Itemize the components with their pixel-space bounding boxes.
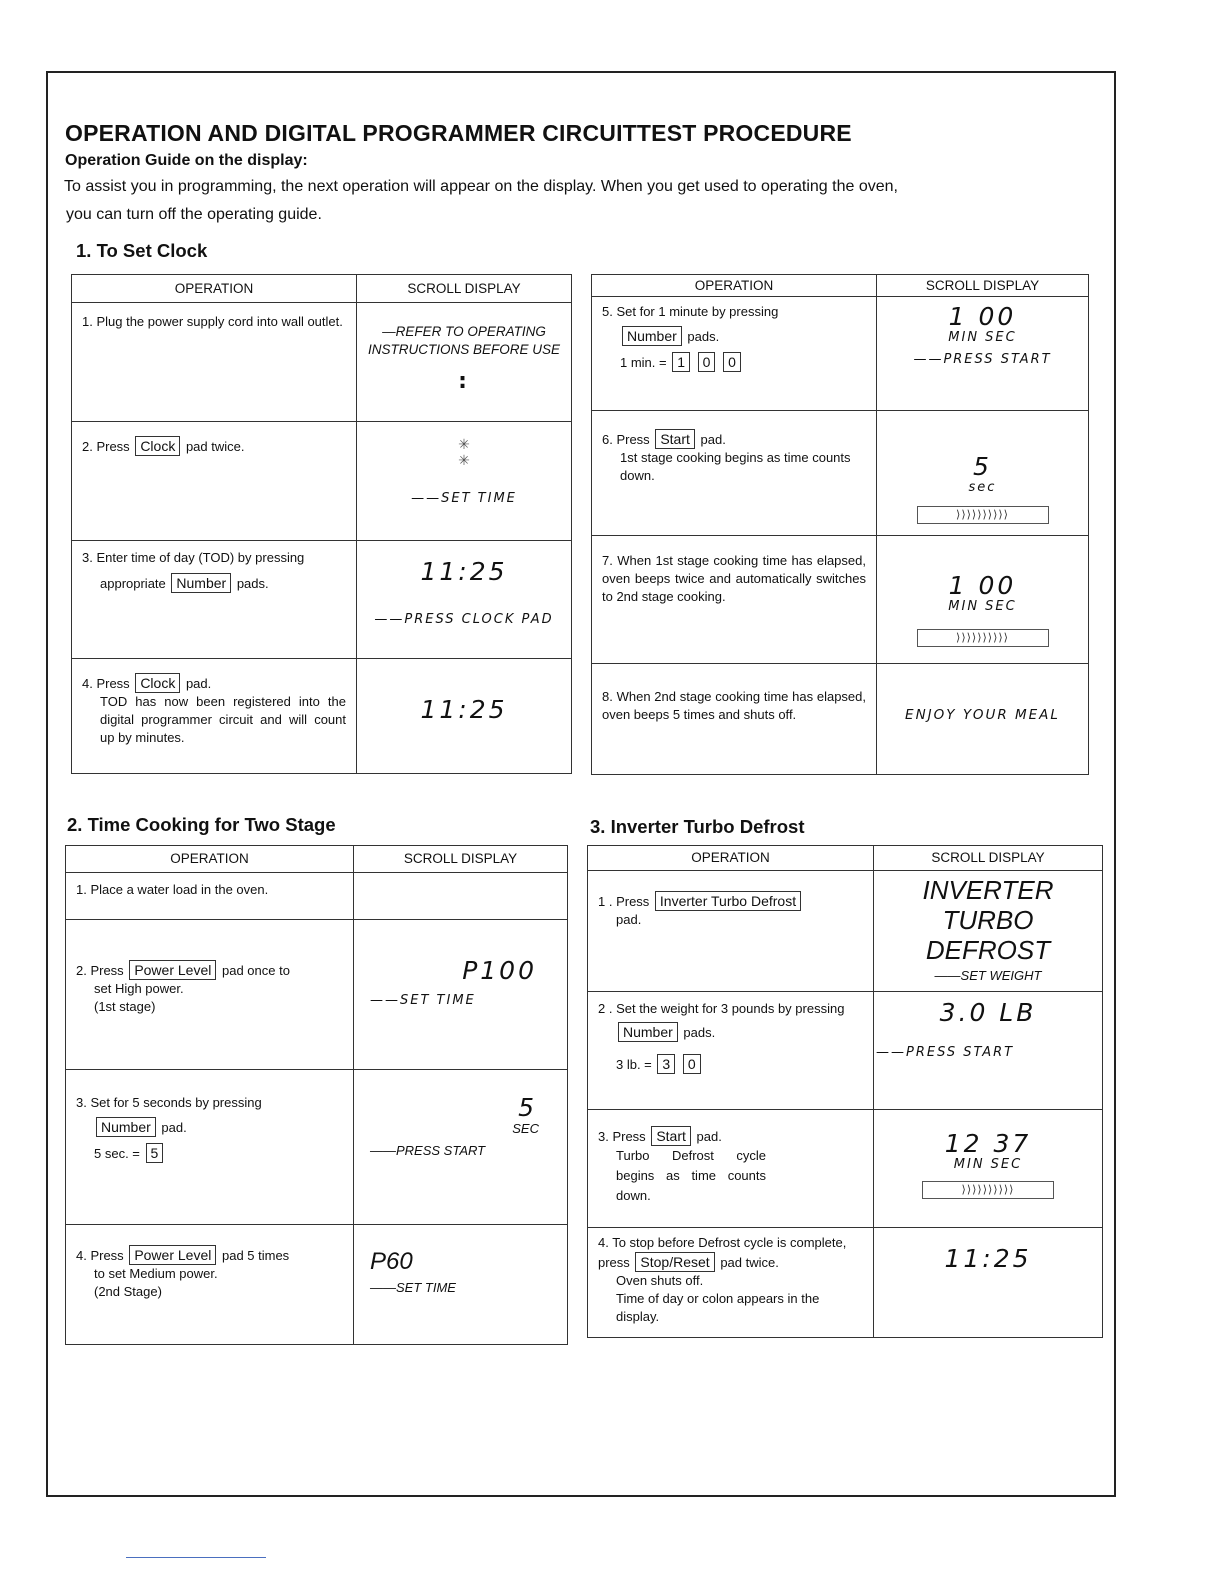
- step-text: pads.: [687, 329, 720, 344]
- header-operation: OPERATION: [592, 275, 877, 297]
- display-time: 11:25: [420, 695, 508, 724]
- footer-rule: [126, 1557, 266, 1558]
- display-line: ENJOY YOUR MEAL: [905, 707, 1060, 723]
- number-key: Number: [96, 1117, 156, 1137]
- header-operation: OPERATION: [588, 846, 874, 871]
- table-row: [592, 297, 1089, 411]
- step-text: pad.: [161, 1120, 187, 1135]
- step-text: 4. Press: [82, 676, 130, 691]
- intro-line-2: you can turn off the operating guide.: [66, 206, 322, 223]
- step-text: 1st stage cooking begins as time counts down.: [620, 450, 851, 483]
- table-row: [588, 1228, 1103, 1338]
- stop-reset-key: Stop/Reset: [635, 1252, 714, 1272]
- section-1-title: 1. To Set Clock: [76, 240, 208, 261]
- display-line: ——PRESS CLOCK PAD: [374, 612, 554, 627]
- section-2-title: 2. Time Cooking for Two Stage: [67, 814, 336, 835]
- start-key: Start: [655, 429, 695, 449]
- start-key: Start: [651, 1126, 691, 1146]
- table-row: [588, 992, 1103, 1110]
- set-clock-table-left: [71, 274, 572, 774]
- display-time: 1 00: [948, 571, 1017, 600]
- header-scroll-display: SCROLL DISPLAY: [357, 275, 572, 303]
- digit-key: 3: [657, 1054, 675, 1074]
- header-scroll-display: SCROLL DISPLAY: [877, 275, 1089, 297]
- table-row: [66, 873, 568, 920]
- step-text: 1. Place a water load in the oven.: [76, 882, 269, 897]
- step-text: Oven shuts off.: [616, 1273, 704, 1288]
- step-text: (1st stage): [94, 999, 156, 1014]
- step-text: pad.: [700, 432, 726, 447]
- display-line: DEFROST: [925, 935, 1051, 965]
- display-line: INVERTER TURBO: [922, 875, 1054, 935]
- display-line: ——SET TIME: [411, 491, 517, 506]
- display-power: P100: [462, 956, 537, 985]
- step-text: pad twice.: [185, 439, 245, 454]
- step-text: 7. When 1st stage cooking time has elapsed, oven beeps twice and automatically switches to 2nd stage cooking.: [602, 553, 866, 604]
- display-line: —REFER TO OPERATING: [382, 324, 546, 339]
- table-row: [66, 1225, 568, 1345]
- step-text: 3 lb. =: [616, 1057, 652, 1072]
- table-row: [592, 664, 1089, 775]
- step-text: 5 sec. =: [94, 1146, 140, 1161]
- page-title: OPERATION AND DIGITAL PROGRAMMER CIRCUITTEST PROCEDURE: [65, 120, 852, 146]
- display-seconds: 5: [973, 452, 992, 481]
- display-line: ——SET TIME: [370, 993, 476, 1008]
- digit-key: 0: [698, 352, 716, 372]
- progress-bar: ⟩⟩⟩⟩⟩⟩⟩⟩⟩⟩: [917, 629, 1049, 647]
- number-key: Number: [171, 573, 231, 593]
- display-line: ——SET TIME: [370, 1280, 456, 1295]
- display-time: 11:25: [944, 1244, 1032, 1273]
- display-line: ——PRESS START: [370, 1143, 486, 1158]
- display-time: 11:25: [420, 557, 508, 586]
- turbo-defrost-table: [587, 845, 1103, 1338]
- step-text: 4. Press: [76, 1248, 124, 1263]
- step-text: pad 5 times: [221, 1248, 290, 1263]
- clock-key: Clock: [135, 436, 180, 456]
- display-seconds: 5: [518, 1093, 537, 1122]
- display-line: ——SET WEIGHT: [934, 968, 1042, 983]
- table-row: [66, 1070, 568, 1225]
- set-clock-table-right: [591, 274, 1089, 775]
- number-key: Number: [618, 1022, 678, 1042]
- step-text: pad twice.: [720, 1255, 779, 1270]
- step-text: pad.: [185, 676, 212, 691]
- step-text: 2. Press: [82, 439, 130, 454]
- header-scroll-display: SCROLL DISPLAY: [354, 846, 568, 873]
- digit-key: 5: [146, 1143, 164, 1163]
- display-colon: :: [458, 369, 470, 394]
- table-row: [72, 659, 572, 774]
- step-text: 6. Press: [602, 432, 650, 447]
- step-text: 1 min. =: [620, 355, 667, 370]
- step-text: Time of day or colon appears in the display.: [616, 1291, 820, 1324]
- table-row: [72, 541, 572, 659]
- table-row: [72, 422, 572, 541]
- step-text: 2 . Set the weight for 3 pounds by pressing: [598, 1001, 845, 1016]
- display-units: MIN SEC: [948, 599, 1017, 614]
- step-text: pads.: [236, 576, 269, 591]
- step-text: pad once to: [221, 963, 290, 978]
- display-weight: 3.0 LB: [939, 998, 1037, 1027]
- step-text: 3. Enter time of day (TOD) by pressing: [82, 550, 305, 565]
- page-subtitle: Operation Guide on the display:: [65, 152, 308, 169]
- display-units: SEC: [512, 1121, 539, 1136]
- display-line: ——PRESS START: [913, 352, 1052, 367]
- section-3-title: 3. Inverter Turbo Defrost: [590, 816, 805, 837]
- power-level-key: Power Level: [129, 960, 216, 980]
- step-text: 8. When 2nd stage cooking time has elapsed, oven beeps 5 times and shuts off.: [602, 689, 866, 722]
- progress-bar: ⟩⟩⟩⟩⟩⟩⟩⟩⟩⟩: [917, 506, 1049, 524]
- digit-key: 1: [672, 352, 690, 372]
- number-key: Number: [622, 326, 682, 346]
- table-row: [588, 1110, 1103, 1228]
- step-text: 1. Plug the power supply cord into wall outlet.: [82, 314, 343, 329]
- step-text: 1 . Press: [598, 894, 650, 909]
- display-line: ——PRESS START: [876, 1045, 1015, 1060]
- table-row: [592, 411, 1089, 536]
- step-text: 3. Set for 5 seconds by pressing: [76, 1095, 262, 1110]
- step-text: 3. Press: [598, 1129, 646, 1144]
- step-text: 5. Set for 1 minute by pressing: [602, 304, 779, 319]
- display-power: P60: [370, 1248, 413, 1275]
- intro-line-1: To assist you in programming, the next operation will appear on the display. When you get used to operating the oven,: [64, 178, 898, 195]
- step-text: appropriate: [100, 576, 166, 591]
- step-text: pads.: [683, 1025, 716, 1040]
- flash-icon: ✳: [458, 436, 470, 452]
- step-text: pad.: [616, 912, 642, 927]
- table-row: [66, 920, 568, 1070]
- display-units: MIN SEC: [948, 330, 1017, 345]
- power-level-key: Power Level: [129, 1245, 216, 1265]
- header-operation: OPERATION: [72, 275, 357, 303]
- step-text: to set Medium power.: [94, 1266, 218, 1281]
- digit-key: 0: [683, 1054, 701, 1074]
- step-text: 2. Press: [76, 963, 124, 978]
- table-row: [588, 871, 1103, 992]
- display-time: 1 00: [948, 302, 1017, 331]
- step-text: TOD has now been registered into the digital programmer circuit and will count up by minutes.: [100, 694, 346, 745]
- two-stage-table: [65, 845, 568, 1345]
- table-row: [72, 303, 572, 422]
- display-time: 12 37: [944, 1129, 1032, 1158]
- step-text: Turbo Defrost cycle begins as time counts down.: [616, 1148, 766, 1203]
- step-text: set High power.: [94, 981, 184, 996]
- table-row: [592, 536, 1089, 664]
- inverter-turbo-defrost-key: Inverter Turbo Defrost: [655, 891, 801, 911]
- digit-key: 0: [723, 352, 741, 372]
- step-text: 4. To stop before Defrost cycle is complete, press: [598, 1235, 847, 1270]
- display-line: INSTRUCTIONS BEFORE USE: [367, 342, 561, 357]
- clock-key: Clock: [135, 673, 180, 693]
- display-units: MIN SEC: [953, 1157, 1023, 1172]
- step-text: pad.: [696, 1129, 722, 1144]
- display-units: sec: [968, 480, 997, 495]
- progress-bar: ⟩⟩⟩⟩⟩⟩⟩⟩⟩⟩: [922, 1181, 1054, 1199]
- intro-text: [64, 173, 1064, 229]
- header-operation: OPERATION: [66, 846, 354, 873]
- flash-icon: ✳: [458, 452, 470, 468]
- header-scroll-display: SCROLL DISPLAY: [874, 846, 1103, 871]
- step-text: (2nd Stage): [94, 1284, 162, 1299]
